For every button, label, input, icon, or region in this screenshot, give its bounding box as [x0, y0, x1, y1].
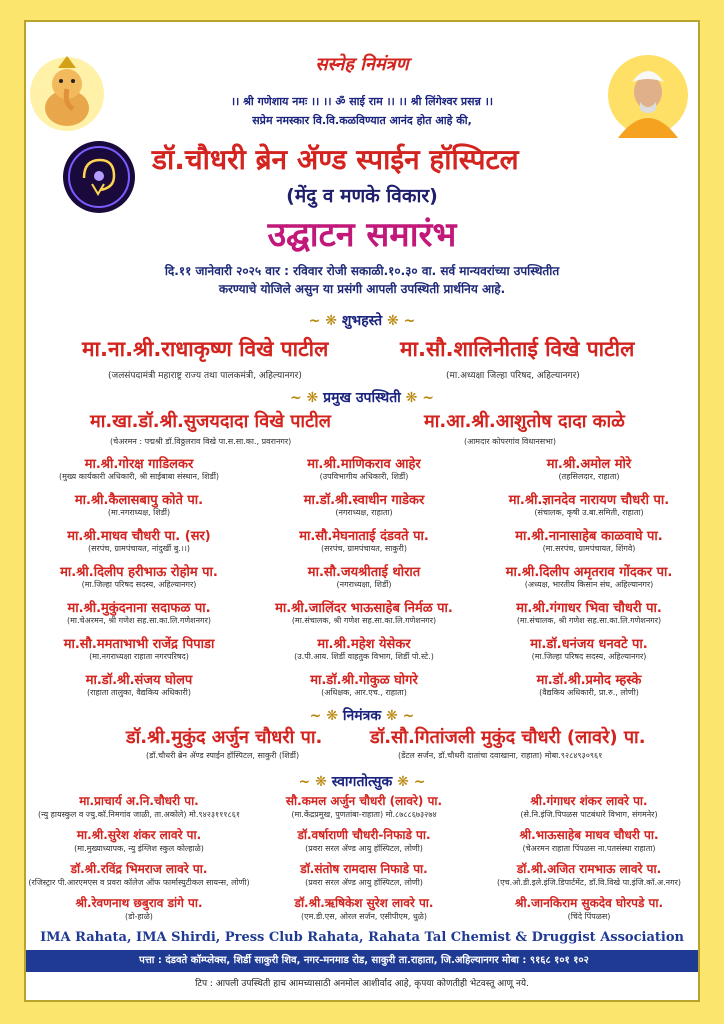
guest-desc: (रजिस्ट्रार पी.आरएमएस व प्रवरा कॉलेज ऑफ फार्मास्युटीकल सायन्स, लोणी)	[28, 878, 250, 887]
guest-desc: (वैद्यकिय अधिकारी, प्रा.रु., लोणी)	[539, 688, 639, 697]
guest-name: मा.श्री.गोरक्ष गाडिलकर	[84, 457, 194, 472]
swagat-heading: ~ ❋ स्वागतोत्सुक ❋ ~	[298, 774, 426, 790]
nimantrak-heading: ~ ❋ निमंत्रक ❋ ~	[309, 708, 415, 724]
guest-name: डॉ.श्री.अजित रामभाऊ लावरे पा.	[516, 862, 662, 876]
guest-name: मा.श्री.दिलीप अमृतराव गोंदकर पा.	[505, 565, 673, 580]
hospital-name: डॉ.चौधरी ब्रेन ॲण्ड स्पाईन हॉस्पिटल	[152, 143, 519, 176]
guest-name: मा.श्री.महेश येसेकर	[317, 637, 411, 652]
guest-name: मा.डॉ.श्री.प्रमोद म्हस्के	[536, 673, 642, 688]
address-band	[26, 950, 700, 972]
shubhaste-heading: ~ ❋ शुभहस्ते ❋ ~	[308, 313, 416, 329]
intro-line: सप्रेम नमस्कार वि.वि.कळविण्यात आनंद होत आहे की,	[252, 114, 472, 127]
guest-desc: (उ.पी.आय. शिर्डी वाहतुक विभाग, शिर्डी पो.स्टे.)	[294, 652, 434, 661]
hospital-subtitle: (मेंदु व मणके विकार)	[286, 185, 438, 207]
guest-desc: (सरपंच, ग्रामपंचायत, साकुरी)	[321, 544, 407, 553]
guest-desc: (चिंदे पिंपळस)	[567, 912, 611, 921]
guest-name: मा.श्री.माणिकराव आहेर	[307, 457, 421, 472]
guest-desc: (मा.संचालक, श्री गणेश सह.सा.का.लि.गणेशनगर)	[291, 616, 437, 625]
guest-name: मा.श्री.सुरेश शंकर लावरे पा.	[76, 828, 202, 842]
guest-name: मा.श्री.माधव चौधरी पा. (सर)	[67, 529, 211, 544]
guest-name: मा.श्री.अमोल मोरे	[546, 457, 632, 472]
guest-desc: (मा.मुख्याध्यापक, न्यु इंग्लिश स्कुल कोल्हाळे)	[74, 844, 204, 853]
event-title: उद्घाटन समारंभ	[267, 215, 457, 255]
chief-guest-1-desc: (जलसंपदामंत्री महाराष्ट्र राज्य तथा पालकमंत्री, अहिल्यानगर)	[108, 371, 302, 381]
guest-name: डॉ.संतोष रामदास निफाडे पा.	[300, 862, 428, 876]
host-2-name: डॉ.सौ.गितांजली मुकुंद चौधरी (लावरे) पा.	[370, 727, 646, 748]
guest-name: मा.सौ.ममताभाभी राजेंद्र पिपाडा	[63, 637, 215, 652]
chief-guest-2-name: मा.सौ.शालिनीताई विखे पाटील	[400, 337, 635, 361]
guest-name: मा.डॉ.धनंजय धनवटे पा.	[530, 637, 648, 652]
guest-desc: (सरपंच, ग्रामपंचायत, नांदुर्खी बु.।।)	[87, 544, 191, 553]
guest-name: मा.श्री.ज्ञानदेव नारायण चौधरी पा.	[508, 493, 670, 508]
pramukh-heading: ~ ❋ प्रमुख उपस्थिती ❋ ~	[289, 390, 435, 406]
guest-desc: (मा.जिल्हा परिषद सदस्य, अहिल्यानगर)	[531, 652, 647, 661]
pramukh-top-1-desc: (चेअरमन : पद्मश्री डॉ.विठ्ठलराव विखे पा.स.सा.का., प्रवरानगर)	[110, 437, 292, 446]
guest-name: मा.सौ.मेघनाताई दंडवते पा.	[299, 529, 429, 544]
guest-desc: (मा.केंद्रप्रमुख, पुणतांबा-राहाता) मो.८७८८६७३२७४	[291, 810, 437, 819]
guest-name: मा.डॉ.श्री.संजय घोलप	[85, 673, 193, 688]
guest-name: श्री.गंगाधर शंकर लावरे पा.	[530, 794, 648, 808]
guest-desc: (राहाता तालुका, वैद्यकिय अधिकारी)	[87, 688, 191, 697]
guest-desc: (मा.संचालक, श्री गणेश सह.सा.का.लि.गणेशनगर)	[516, 616, 662, 625]
host-2-desc: (डेंटल सर्जन, डॉ.चौधरी दातांचा दवाखाना, राहाता) मोबा.९२८४९३०९६१	[398, 751, 603, 760]
guest-name: श्री.रेवणनाथ छबुराव डांगे पा.	[75, 896, 203, 910]
footer-note: टिप : आपली उपस्थिती हाच आमच्यासाठी अनमोल आशीर्वाद आहे, कृपया कोणतीही भेटवस्तू आणू नये.	[195, 979, 529, 989]
guest-desc: (नगराध्यक्षा, शिर्डी)	[336, 580, 392, 589]
guest-name: मा.श्री.कैलासबापु कोते पा.	[74, 493, 204, 508]
guest-desc: (एम.डी.एस, ओरल सर्जन, एसीपीएम, धुळे)	[301, 912, 427, 921]
guest-desc: (मा.नगराध्यक्षा राहाता नगरपरिषद)	[89, 652, 189, 661]
guest-desc: (नगराध्यक्ष, राहाता)	[335, 508, 393, 517]
pramukh-top-1-name: मा.खा.डॉ.श्री.सुजयदादा विखे पाटील	[90, 411, 332, 432]
guest-name: डॉ.श्री.ऋषिकेश सुरेश लावरे पा.	[294, 896, 434, 910]
guest-name: मा.श्री.नानासाहेब काळवाघे पा.	[515, 529, 663, 544]
guest-desc: (उपविभागीय अधिकारी, शिर्डी)	[319, 472, 409, 481]
guest-name: मा.डॉ.श्री.स्वाधीन गाडेकर	[303, 493, 425, 508]
guest-desc: (अध्यक्ष, भारतीय किसान संघ, अहिल्यानगर)	[524, 580, 654, 589]
guest-desc: (प्रवरा सरल ॲण्ड आयु हॉस्पिटल, लोणी)	[305, 844, 423, 853]
host-1-desc: (डॉ.चौधरी ब्रेन ॲण्ड स्पाईन हॉस्पिटल, साकुरी (शिर्डी)	[146, 751, 300, 760]
guest-name: मा.डॉ.श्री.गोकुळ घोगरे	[310, 673, 418, 688]
guest-desc: (तहसिलदार, राहाता)	[558, 472, 620, 481]
guest-name: मा.प्राचार्य अ.नि.चौधरी पा.	[79, 794, 199, 808]
guest-desc: (से.नि.इंजि.पिपळस पाटबंधारे विभाग, संगमनेर)	[520, 810, 658, 819]
guest-desc: (मा.जिल्हा परिषद सदस्य, अहिल्यानगर)	[81, 580, 197, 589]
guest-name: मा.सौ.जयश्रीताई थोरात	[307, 565, 421, 580]
guest-name: डॉ.वर्षाराणी चौधरी-निफाडे पा.	[297, 828, 431, 842]
guest-name: मा.श्री.दिलीप हरीभाऊ रोहोम पा.	[60, 565, 218, 580]
invocation: ।। श्री गणेशाय नमः ।। ।। ॐ साई राम ।। ।। श्री लिंगेश्वर प्रसन्न ।।	[230, 95, 494, 108]
event-request-line: करण्याचे योजिले असुन या प्रसंगी आपली उपस्थिती प्रार्थनिय आहे.	[218, 282, 506, 296]
guest-name: श्री.भाऊसाहेब माधव चौधरी पा.	[519, 828, 659, 842]
guest-name: मा.श्री.जालिंदर भाऊसाहेब निर्मळ पा.	[275, 601, 453, 616]
guest-desc: (चेअरमन राहाता पिंपळस ना.पतसंस्था राहाता)	[522, 844, 656, 853]
chief-guest-1-name: मा.ना.श्री.राधाकृष्ण विखे पाटील	[82, 337, 329, 361]
guest-desc: (डो-हाळे)	[125, 912, 153, 921]
guest-desc: (मुख्य कार्यकारी अधिकारी, श्री साईबाबा संस्थान, शिर्डी)	[58, 472, 220, 481]
guest-desc: (न्यु हायस्कुल व ज्यु.कॉ.निमगांव जाळी, ता.अकोले) मो.९४२३१११८६१	[37, 810, 241, 819]
address-text: पत्ता : दंडवते कॉम्प्लेक्स, शिर्डी साकुरी शिव, नगर-मनमाड रोड, साकुरी ता.राहाता, जि.अहिल्यानगर मोबा : ९१६८ १०१ १०२	[139, 955, 589, 966]
guest-desc: (संचालक, कृषी उ.बा.समिती, राहाता)	[534, 508, 644, 517]
associations-line: IMA Rahata, IMA Shirdi, Press Club Rahata, Rahata Tal Chemist & Druggist Association	[40, 930, 684, 945]
host-1-name: डॉ.श्री.मुकुंद अर्जुन चौधरी पा.	[126, 727, 323, 748]
guest-desc: (मा.चेअरमन, श्री गणेश सह.सा.का.लि.गणेशनगर)	[67, 616, 211, 625]
pramukh-top-2-desc: (आमदार कोपरगांव विधानसभा)	[464, 437, 556, 446]
guest-desc: (मा.सरपंच, ग्रामपंचायत, शिंगवे)	[542, 544, 636, 553]
pramukh-top-2-name: मा.आ.श्री.आशुतोष दादा काळे	[424, 411, 625, 432]
guest-name: सौ.कमल अर्जुन चौधरी (लावरे) पा.	[285, 794, 443, 808]
guest-name: डॉ.श्री.रविंद्र भिमराज लावरे पा.	[70, 862, 208, 876]
guest-desc: (एच.ओ.डी.इले.इंजि.डिपार्टमेंट, डॉ.वि.विखे पा.इंजि.कॉ.अ.नगर)	[496, 878, 682, 887]
guest-desc: (प्रवरा सरल ॲण्ड आयु हॉस्पिटल, लोणी)	[305, 878, 423, 887]
sasneh-title: सस्नेह निमंत्रण	[315, 54, 409, 75]
guest-desc: (मा.नगराध्यक्ष, शिर्डी)	[107, 508, 171, 517]
chief-guest-2-desc: (मा.अध्यक्षा जिल्हा परिषद, अहिल्यानगर)	[446, 371, 580, 381]
guest-desc: (अधिक्षक, आर.एच., राहाता)	[321, 688, 407, 697]
guest-name: मा.श्री.गंगाधर भिवा चौधरी पा.	[516, 601, 662, 616]
guest-name: श्री.जानकिराम सुकदेव घोरपडे पा.	[514, 896, 664, 910]
invitation-card	[24, 20, 700, 1002]
guest-name: मा.श्री.मुकुंदनाना सदाफळ पा.	[67, 601, 211, 616]
event-date-line: दि.११ जानेवारी २०२५ वार : रविवार रोजी सकाळी.१०.३० वा. सर्व मान्यवरांच्या उपस्थितीत	[164, 264, 560, 278]
